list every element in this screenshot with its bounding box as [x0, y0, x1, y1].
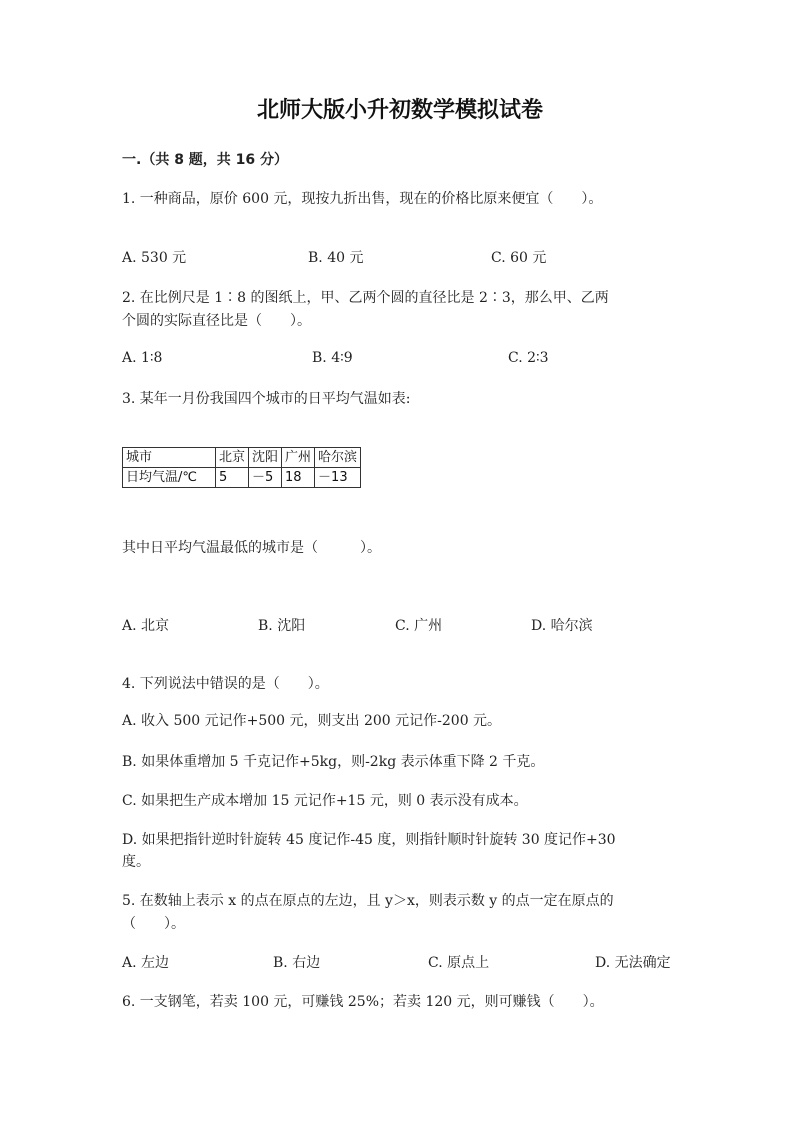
question-1-stem: 1. 一种商品，原价 600 元，现按九折出售，现在的价格比原来便宜（ ）。	[122, 191, 603, 207]
question-2-stem-line-1: 2. 在比例尺是 1∶8 的图纸上，甲、乙两个圆的直径比是 2∶3，那么甲、乙两	[122, 290, 609, 306]
question-5-stem-line-1: 5. 在数轴上表示 x 的点在原点的左边，且 y＞x，则表示数 y 的点一定在原点的	[122, 893, 614, 909]
question-5-option-d: D. 无法确定	[595, 955, 671, 971]
table-cell: 广州	[282, 448, 315, 468]
section-heading: 一.（共 8 题，共 16 分）	[122, 152, 289, 168]
table-cell: 沈阳	[249, 448, 282, 468]
table-cell: －13	[315, 468, 361, 488]
question-2-option-b: B. 4∶9	[312, 350, 353, 366]
table-cell: －5	[249, 468, 282, 488]
question-4-stem: 4. 下列说法中错误的是（ ）。	[122, 676, 329, 692]
table-cell: 北京	[216, 448, 249, 468]
question-4-option-b: B. 如果体重增加 5 千克记作+5kg，则-2kg 表示体重下降 2 千克。	[122, 754, 545, 770]
question-3-option-c: C. 广州	[395, 618, 443, 634]
question-5-option-c: C. 原点上	[428, 955, 490, 971]
question-2-option-a: A. 1∶8	[122, 350, 163, 366]
question-5-option-b: B. 右边	[273, 955, 321, 971]
table-cell: 城市	[123, 448, 216, 468]
question-3-question: 其中日平均气温最低的城市是（ ）。	[122, 540, 381, 556]
question-5-option-a: A. 左边	[122, 955, 170, 971]
table-header-row	[123, 448, 361, 468]
question-4-option-a: A. 收入 500 元记作+500 元，则支出 200 元记作-200 元。	[122, 713, 502, 729]
question-2-stem-line-2: 个圆的实际直径比是（ ）。	[122, 313, 311, 329]
question-2-option-c: C. 2∶3	[508, 350, 549, 366]
table-cell: 日均气温/℃	[123, 468, 216, 488]
question-4-option-d: D. 如果把指针逆时针旋转 45 度记作-45 度，则指针顺时针旋转 30 度记作+30	[122, 832, 616, 848]
question-3-option-d: D. 哈尔滨	[531, 618, 593, 634]
question-4-option-d-continued: 度。	[122, 854, 150, 870]
table-cell: 18	[282, 468, 315, 488]
question-1-option-b: B. 40 元	[308, 250, 364, 266]
question-1-option-a: A. 530 元	[122, 250, 187, 266]
question-4-option-c: C. 如果把生产成本增加 15 元记作+15 元，则 0 表示没有成本。	[122, 793, 528, 809]
table-cell: 5	[216, 468, 249, 488]
question-3-option-a: A. 北京	[122, 618, 170, 634]
question-6-stem: 6. 一支钢笔，若卖 100 元，可赚钱 25%；若卖 120 元，则可赚钱（ ）。	[122, 994, 604, 1010]
question-3-stem: 3. 某年一月份我国四个城市的日平均气温如表:	[122, 391, 411, 407]
question-3-option-b: B. 沈阳	[258, 618, 306, 634]
question-5-stem-line-2: （ ）。	[122, 916, 185, 932]
table-row	[123, 468, 361, 488]
question-1-option-c: C. 60 元	[491, 250, 547, 266]
temperature-table	[122, 447, 361, 488]
exam-title: 北师大版小升初数学模拟试卷	[256, 98, 543, 123]
table-cell: 哈尔滨	[315, 448, 361, 468]
